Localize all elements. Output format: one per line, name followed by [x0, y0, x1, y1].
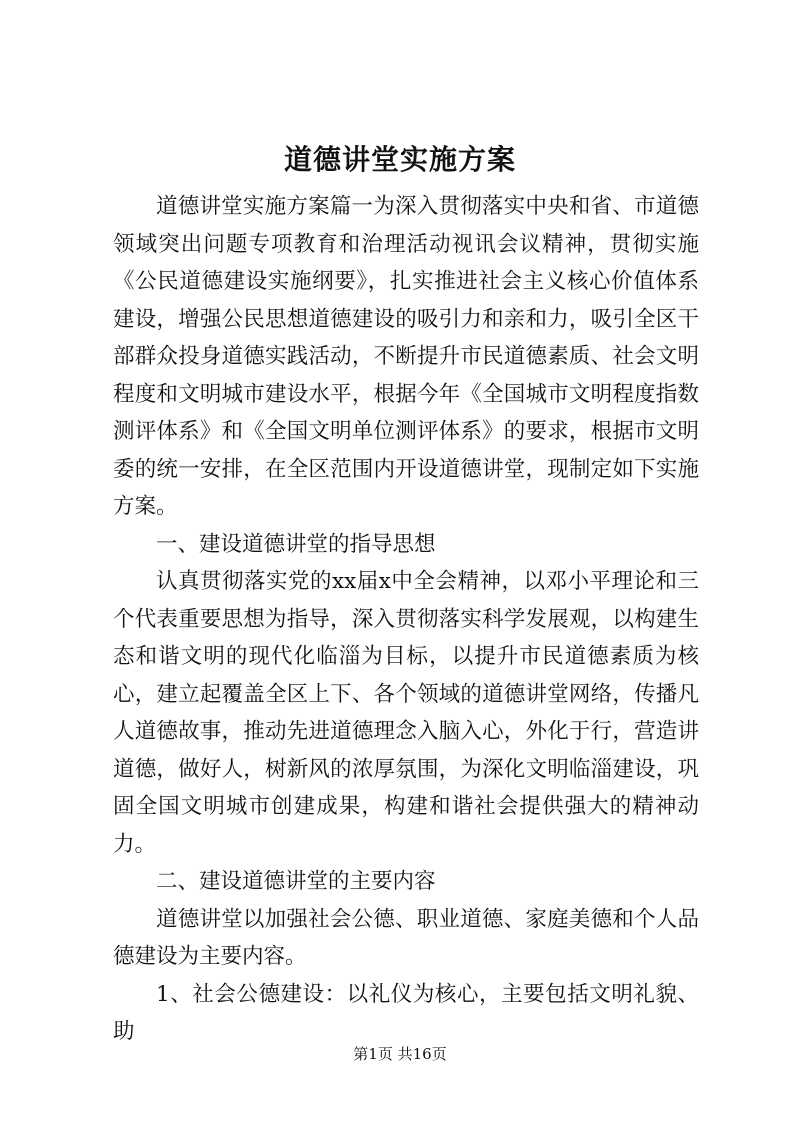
paragraph-guiding-ideology: 认真贯彻落实党的xx届x中全会精神，以邓小平理论和三个代表重要思想为指导，深入贯彻落实科学发展观，以构建生态和谐文明的现代化临淄为目标，以提升市民道德素质为核心，建立起覆盖全区上下、各个领域的道德讲堂网络，传播凡人道德故事，推动先进道德理念入脑入心，外化于行，营造讲道德，做好人，树新风的浓厚氛围，为深化文明临淄建设，巩固全国文明城市创建成果，构建和谐社会提供强大的精神动力。 — [113, 569, 699, 857]
paragraph-main-content: 道德讲堂以加强社会公德、职业道德、家庭美德和个人品德建设为主要内容。 — [113, 906, 699, 969]
paragraph-item-1: 1、社会公德建设：以礼仪为核心，主要包括文明礼貌、助 — [113, 981, 699, 1044]
page-footer: 第1页 共16页 — [353, 1045, 447, 1063]
document-title: 道德讲堂实施方案 — [283, 143, 516, 176]
document-body — [113, 188, 699, 1051]
section-heading-guiding-ideology: 一、建设道德讲堂的指导思想 — [156, 531, 436, 557]
paragraph-intro: 道德讲堂实施方案篇一为深入贯彻落实中央和省、市道德领域突出问题专项教育和治理活动视讯会议精神，贯彻实施《公民道德建设实施纲要》，扎实推进社会主义核心价值体系建设，增强公民思想道德建设的吸引力和亲和力，吸引全区干部群众投身道德实践活动，不断提升市民道德素质、社会文明程度和文明城市建设水平，根据今年《全国城市文明程度指数测评体系》和《全国文明单位测评体系》的要求，根据市文明委的统一安排，在全区范围内开设道德讲堂，现制定如下实施方案。 — [113, 194, 699, 519]
section-heading-main-content: 二、建设道德讲堂的主要内容 — [156, 869, 436, 894]
